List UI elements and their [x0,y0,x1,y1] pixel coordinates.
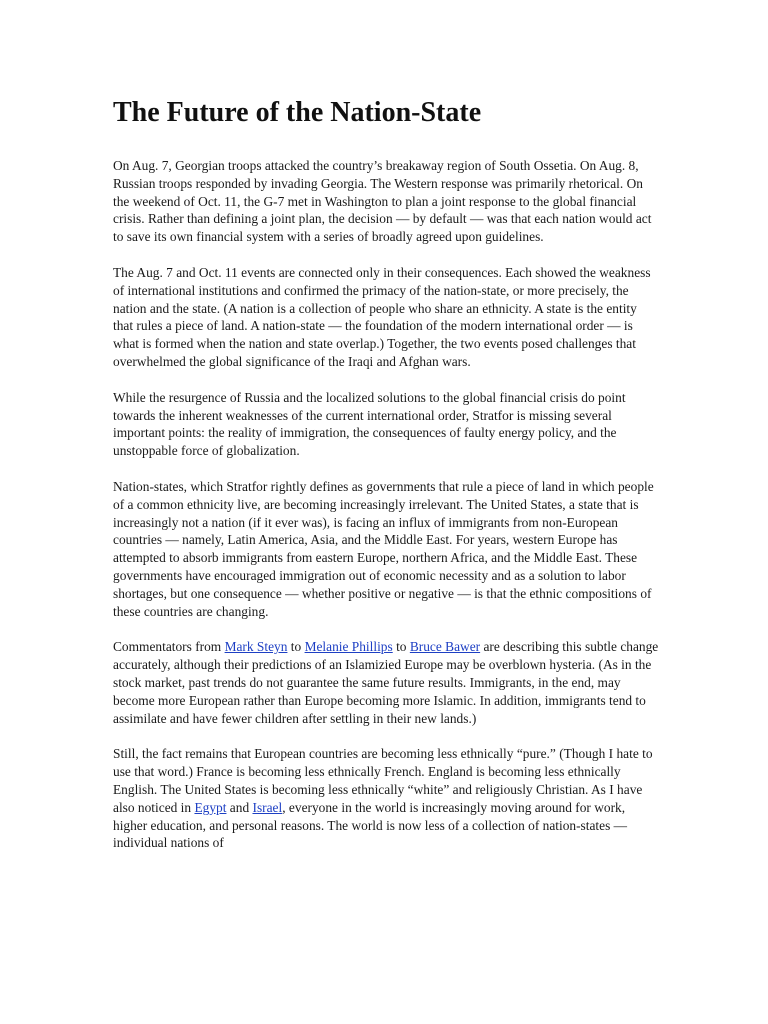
paragraph-6-text-3: , everyone in the world is increasingly moving around for work, higher education, and personal reasons. The world is now less of a collection of nation-states — individual nations of [113,799,628,851]
paragraph-6-text-2: and [226,799,253,815]
paragraph-5-text-1: Commentators from [113,639,225,655]
paragraph-3: While the resurgence of Russia and the localized solutions to the global financial crisis do point towards the inherent weaknesses of the current international order, Stratfor is missing several important points: the reality of immigration, the consequences of faulty energy policy, and the unstoppable force of globalization. [113,389,626,459]
document-title: The Future of the Nation-State [113,97,482,128]
link-israel[interactable]: Israel [252,799,283,815]
paragraph-1: On Aug. 7, Georgian troops attacked the country’s breakaway region of South Ossetia. On Aug. 8, Russian troops responded by invading Georgia. The Western response was primarily rhetorical. On the weekend of Oct. 11, the G-7 met in Washington to plan a joint response to the global financial crisis. Rather than defining a joint plan, the decision — by default — was that each nation would act to save its own financial system with a series of broadly agreed upon guidelines. [113,158,652,245]
link-melanie-phillips[interactable]: Melanie Phillips [304,639,393,655]
paragraph-2: The Aug. 7 and Oct. 11 events are connected only in their consequences. Each showed the weakness of international institutions and confirmed the primacy of the nation-state, or more precisely, the nation and the state. (A nation is a collection of people who share an ethnicity. A state is the entity that rules a piece of land. A nation-state — the foundation of the modern international order — is what is formed when the nation and state overlap.) Together, the two events posed challenges that overwhelmed the global significance of the Iraqi and Afghan wars. [113,264,651,369]
paragraph-5-text-3: to [392,639,410,655]
paragraph-6-text-1: Still, the fact remains that European countries are becoming less ethnically “pure.” (Though I hate to use that word.) France is becoming less ethnically French. England is becoming less ethnically English. The United States is becoming less ethnically “white” and religiously Christian. As I have also noticed in [113,746,653,815]
paragraph-5-text-2: to [287,639,305,655]
document-page [113,92,659,870]
paragraph-5-text-4: are describing this subtle change accurately, although their predictions of an Islamizied Europe may be overblown hysteria. (As in the stock market, past trends do not guarantee the same future results. Immigrants, in the end, may become more European rather than Europe becoming more Islamic. In addition, immigrants tend to assimilate and have fewer children after settling in their new lands.) [113,639,659,726]
link-bruce-bawer[interactable]: Bruce Bawer [409,639,481,655]
link-mark-steyn[interactable]: Mark Steyn [224,639,288,655]
paragraph-6 [113,745,659,852]
link-egypt[interactable]: Egypt [194,799,227,815]
paragraph-5 [113,638,659,727]
paragraph-4: Nation-states, which Stratfor rightly defines as governments that rule a piece of land in which people of a common ethnicity live, are becoming increasingly irrelevant. The United States, a state that is increasingly not a nation (if it ever was), is facing an influx of immigrants from non-European countries — namely, Latin America, Asia, and the Middle East. For years, western Europe has attempted to absorb immigrants from eastern Europe, northern Africa, and the Middle East. These governments have encouraged immigration out of economic necessity and as a solution to labor shortages, but one consequence — whether positive or negative — is that the ethnic compositions of these countries are changing. [113,478,654,619]
